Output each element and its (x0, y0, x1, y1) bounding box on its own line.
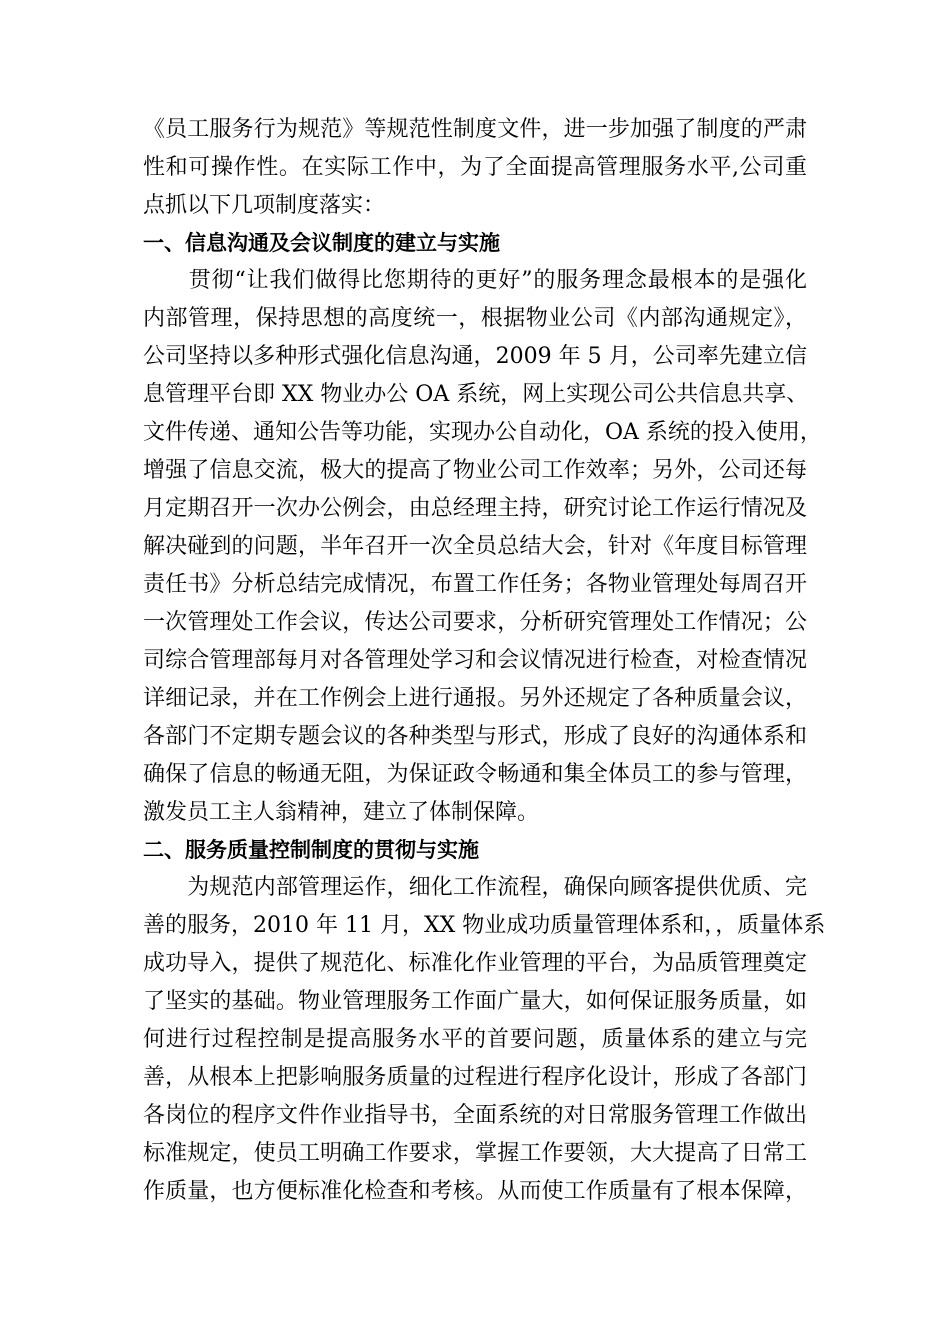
paragraph-line: 责任书》分析总结完成情况，布置工作任务；各物业管理处每周召开 (143, 572, 807, 597)
paragraph-line: 何进行过程控制是提高服务水平的首要问题，质量体系的建立与完 (143, 1027, 807, 1052)
paragraph-line: 成功导入，提供了规范化、标准化作业管理的平台，为品质管理奠定 (143, 951, 807, 976)
paragraph-line: 激发员工主人翁精神，建立了体制保障。 (143, 800, 540, 825)
paragraph-line: 月定期召开一次办公例会，由总经理主持，研究讨论工作运行情况及 (143, 496, 807, 521)
paragraph-line: 善，从根本上把影响服务质量的过程进行程序化设计，形成了各部门 (143, 1065, 807, 1090)
intro-line: 性和可操作性。在实际工作中，为了全面提高管理服务水平,公司重 (143, 155, 807, 180)
paragraph-line: 确保了信息的畅通无阻，为保证政令畅通和集全体员工的参与管理， (143, 762, 807, 787)
paragraph-line: 善的服务，2010 年 11 月，XX 物业成功质量管理体系和，，质量体系 (143, 913, 826, 938)
paragraph-line: 了坚实的基础。物业管理服务工作面广量大，如何保证服务质量，如 (143, 989, 807, 1014)
paragraph-line: 司综合管理部每月对各管理处学习和会议情况进行检查，对检查情况 (143, 648, 807, 673)
intro-line: 《员工服务行为规范》等规范性制度文件，进一步加强了制度的严肃 (143, 117, 807, 142)
paragraph-line: 一次管理处工作会议，传达公司要求，分析研究管理处工作情况；公 (143, 610, 807, 635)
paragraph-line: 公司坚持以多种形式强化信息沟通，2009 年 5 月，公司率先建立信 (143, 344, 807, 369)
paragraph-line: 息管理平台即 XX 物业办公 OA 系统，网上实现公司公共信息共享、 (143, 382, 809, 407)
paragraph-line: 各岗位的程序文件作业指导书，全面系统的对日常服务管理工作做出 (143, 1103, 807, 1128)
paragraph-line: 解决碰到的问题，半年召开一次全员总结大会，针对《年度目标管理 (143, 534, 807, 559)
paragraph-line: 详细记录，并在工作例会上进行通报。另外还规定了各种质量会议， (143, 686, 807, 711)
paragraph-line: 为规范内部管理运作，细化工作流程，确保向顾客提供优质、完 (143, 875, 807, 900)
paragraph-line: 贯彻“让我们做得比您期待的更好”的服务理念最根本的是强化 (143, 268, 807, 293)
section-heading-2: 二、服务质量控制制度的贯彻与实施 (143, 838, 479, 862)
paragraph-line: 作质量，也方便标准化检查和考核。从而使工作质量有了根本保障， (143, 1179, 807, 1204)
intro-line: 点抓以下几项制度落实： (143, 193, 386, 218)
paragraph-line: 增强了信息交流，极大的提高了物业公司工作效率；另外，公司还每 (143, 458, 807, 483)
section-heading-1: 一、信息沟通及会议制度的建立与实施 (143, 231, 500, 255)
paragraph-line: 文件传递、通知公告等功能，实现办公自动化，OA 系统的投入使用， (143, 420, 822, 445)
paragraph-line: 内部管理，保持思想的高度统一，根据物业公司《内部沟通规定》， (143, 306, 807, 331)
paragraph-line: 各部门不定期专题会议的各种类型与形式，形成了良好的沟通体系和 (143, 724, 807, 749)
paragraph-line: 标准规定，使员工明确工作要求，掌握工作要领，大大提高了日常工 (143, 1141, 807, 1166)
